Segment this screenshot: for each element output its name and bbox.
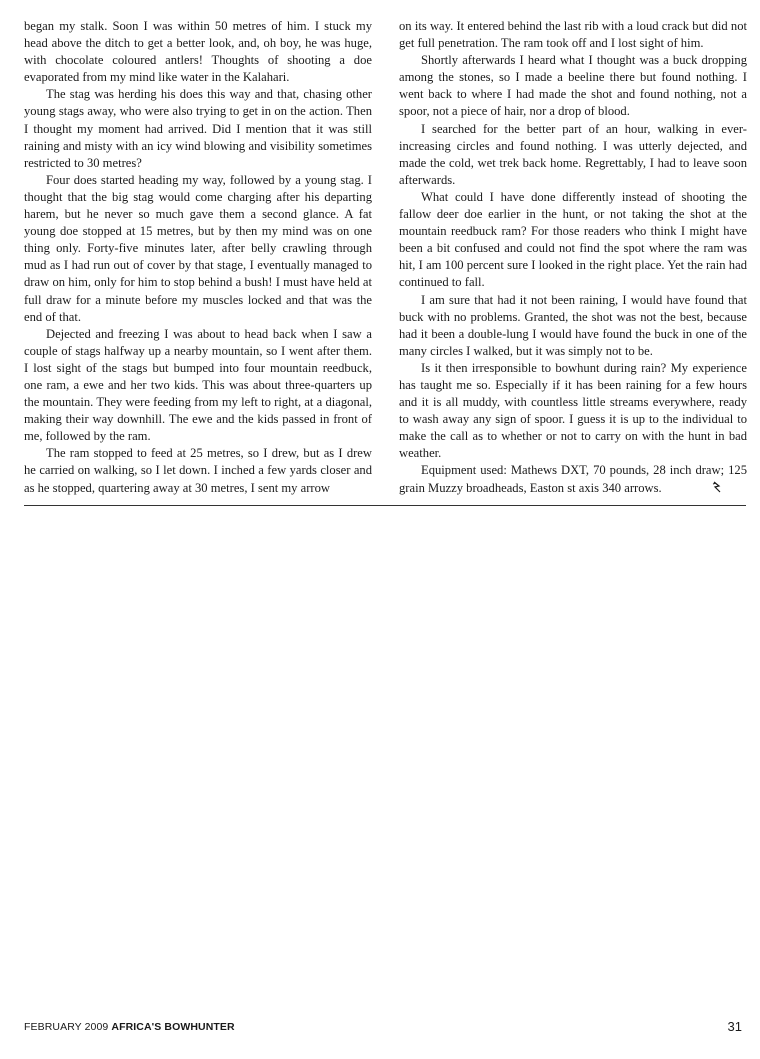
section-divider [24, 505, 746, 506]
paragraph: Four does started heading my way, followed by a young stag. I thought that the big stag would come charging after his departing harem, but he never so much gave them a second glance. A fat young doe stopped at 15 metres, but by then my mind was on one thing only. Forty-five minutes later, after belly crawling through mud as I had run out of cover by that stage, I eventually managed to draw on him, only for him to stop behind a bush! I must have held at full draw for a minute before my muscles locked and that was the end of that. [24, 172, 372, 324]
paragraph: The stag was herding his does this way and that, chasing other young stags away, who were also trying to get in on the action. Then I thought my moment had arrived. Did I mention that it was still raining and misty with an icy wind blowing and visibility sometimes restricted to 30 metres? [24, 87, 372, 170]
equipment-text: Equipment used: Mathews DXT, 70 pounds, 28 inch draw; 125 grain Muzzy broadheads, Easton st axis 340 arrows. [399, 463, 747, 495]
paragraph: Is it then irresponsible to bowhunt during rain? My experience has taught me so. Especially if it has been raining for a few hours and it is all muddy, with countless little streams everywhere, ready to wash away any sign of spoor. I guess it is up to the individual to make the call as to whether or not to carry on with the hunt in bad weather. [399, 360, 747, 461]
paragraph: The ram stopped to feed at 25 metres, so I drew, but as I drew he carried on walking, so I let down. I inched a few yards closer and as he stopped, quartering away at 30 metres, I sent my arrow [24, 446, 372, 495]
paragraph: Dejected and freezing I was about to head back when I saw a couple of stags halfway up a nearby mountain, so I went after them. I lost sight of the stags but bumped into four mountain reedbuck, one ram, a ewe and her two kids. This was about three-quarters up the mountain. They were feeding from my left to right, at a diagonal, making their way downhill. The ewe and the kids passed in front of me, followed by the ram. [24, 326, 372, 444]
paragraph: I searched for the better part of an hour, walking in ever-increasing circles and found nothing. I was utterly dejected, and made the cold, wet trek back home. Regrettably, I had to leave soon afterwards. [399, 121, 747, 187]
paragraph: began my stalk. Soon I was within 50 metres of him. I stuck my head above the ditch to get a better look, and, oh boy, he was huge, with chocolate coloured antlers! Thoughts of shooting a doe evaporated from my mind like water in the Kalahari. [24, 19, 372, 85]
footer-issue-line [24, 1021, 235, 1033]
paragraph: I am sure that had it not been raining, I would have found that buck with no problems. Granted, the shot was not the best, because had it been a double-lung I would have found the buck in one of the many circles I walked, but it was simply not to be. [399, 292, 747, 358]
paragraph: on its way. It entered behind the last rib with a loud crack but did not get full penetration. The ram took off and I lost sight of him. [399, 19, 747, 51]
article-column-right [399, 18, 747, 497]
footer-magazine-title: AFRICA'S BOWHUNTER [111, 1021, 235, 1033]
footer-issue: FEBRUARY 2009 [24, 1021, 109, 1033]
paragraph-equipment [399, 462, 747, 496]
article-column-left [24, 18, 372, 497]
paragraph: Shortly afterwards I heard what I thought was a buck dropping among the stones, so I made a beeline there but found nothing. I went back to where I had made the shot and found nothing, not a spoor, not a piece of hair, nor a drop of blood. [399, 53, 747, 119]
paragraph: What could I have done differently instead of shooting the fallow deer doe earlier in the hunt, or not taking the shot at the mountain reedbuck ram? For those readers who think I might have been a bit confused and could not find the spot where the ram was hit, I am 100 percent sure I looked in the right place. Yet the rain had continued to fall. [399, 189, 747, 290]
page-number: 31 [727, 1019, 742, 1034]
arrow-end-mark-icon [690, 481, 700, 493]
